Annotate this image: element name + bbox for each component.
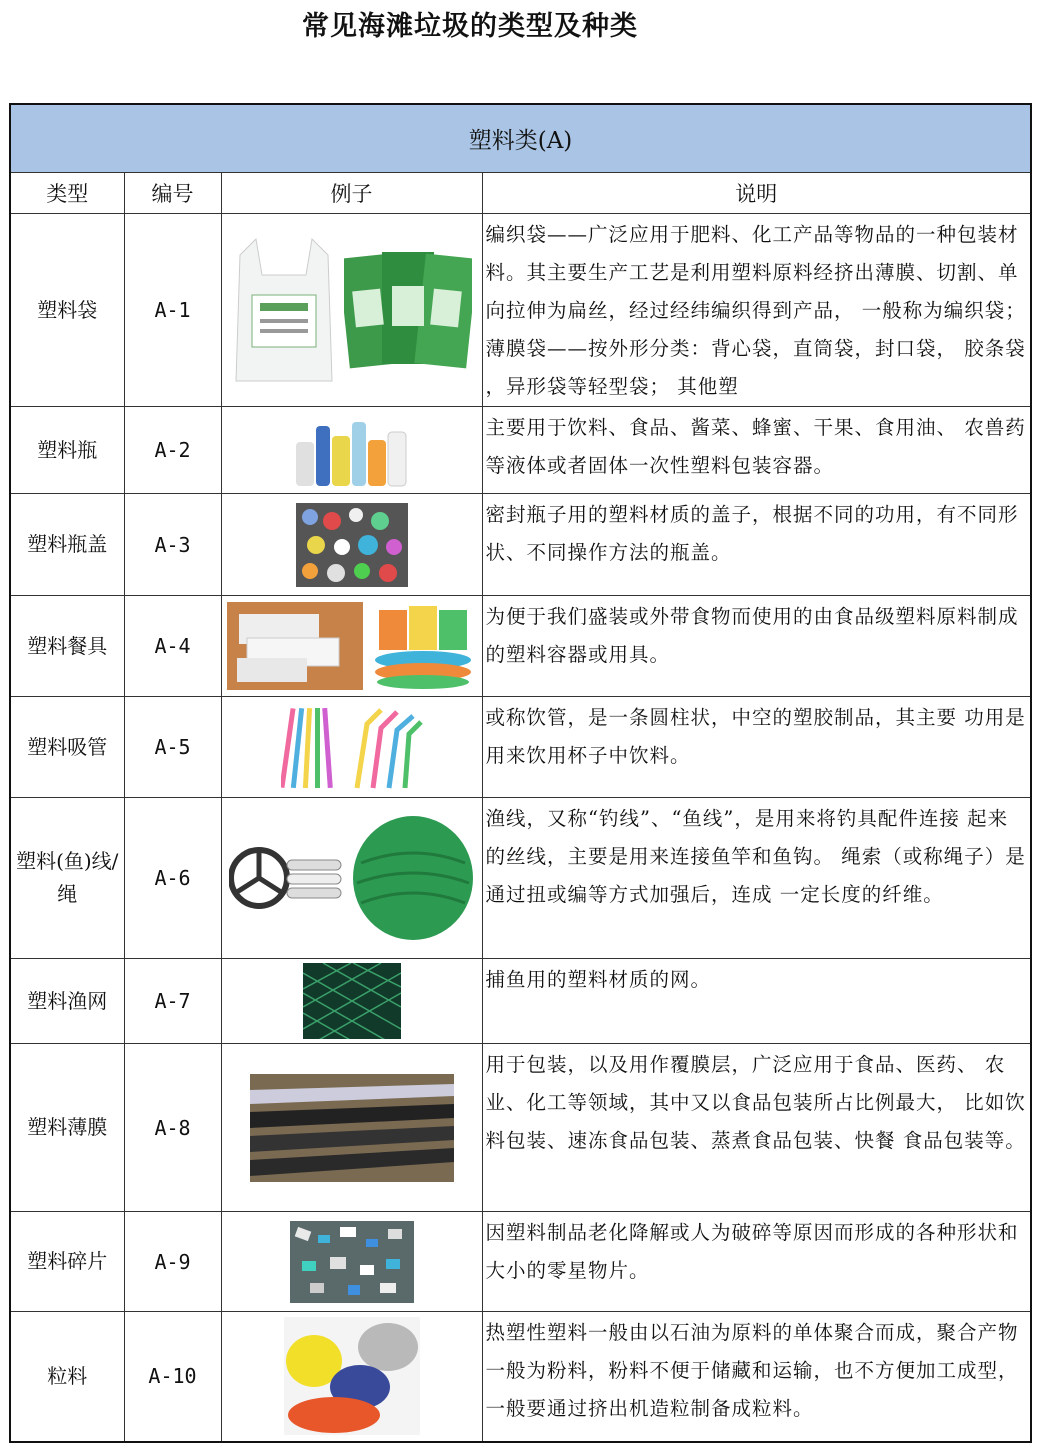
row-image: [221, 214, 482, 407]
section-header: 塑料类(A): [10, 104, 1031, 173]
row-image: [221, 798, 482, 959]
row-image: [221, 697, 482, 798]
row-desc: 捕鱼用的塑料材质的网。: [482, 959, 1031, 1044]
bottle-caps-image: [296, 503, 408, 587]
header-example: 例子: [221, 173, 482, 214]
table-row: [10, 1312, 1031, 1442]
row-type: 塑料碎片: [10, 1212, 124, 1312]
row-desc: 编织袋——广泛应用于肥料、化工产品等物品的一种包装材料。其主要生产工艺是利用塑料原料经挤出薄膜、切割、单向拉伸为扁丝，经过经纬编织得到产品， 一般称为编织袋； 薄膜袋——按外形分类：背心袋，直筒袋，封口袋， 胶条袋 ，异形袋等轻型袋； 其他塑: [482, 214, 1031, 407]
trash-type-table: [9, 103, 1032, 1443]
row-type: 塑料餐具: [10, 596, 124, 697]
table-row: [10, 214, 1031, 407]
row-type: 塑料吸管: [10, 697, 124, 798]
table-row: [10, 494, 1031, 596]
plastic-cups-image: [371, 602, 477, 690]
row-type: 塑料渔网: [10, 959, 124, 1044]
table-row: [10, 1212, 1031, 1312]
row-desc: 或称饮管，是一条圆柱状，中空的塑胶制品，其主要 功用是用来饮用杯子中饮料。: [482, 697, 1031, 798]
row-desc: 因塑料制品老化降解或人为破碎等原因而形成的各种形状和大小的零星物片。: [482, 1212, 1031, 1312]
row-desc: 渔线，又称“钓线”、“鱼线”，是用来将钓具配件连接 起来的丝线，主要是用来连接鱼竿和鱼钩。 绳索（或称绳子）是通过扭或编等方式加强后，连成 一定长度的纤维。: [482, 798, 1031, 959]
row-desc: 密封瓶子用的塑料材质的盖子，根据不同的功用，有不同形状、不同操作方法的瓶盖。: [482, 494, 1031, 596]
header-desc: 说明: [482, 173, 1031, 214]
row-image: [221, 1044, 482, 1212]
row-code: A-10: [124, 1312, 221, 1442]
fishing-line-spools-image: [229, 838, 343, 918]
plastic-bag-image: [232, 235, 336, 385]
header-type: 类型: [10, 173, 124, 214]
row-code: A-4: [124, 596, 221, 697]
row-image: [221, 407, 482, 494]
row-type: 粒料: [10, 1312, 124, 1442]
row-desc: 为便于我们盛装或外带食物而使用的由食品级塑料原料制成的塑料容器或用具。: [482, 596, 1031, 697]
row-type: 塑料薄膜: [10, 1044, 124, 1212]
row-image: [221, 1312, 482, 1442]
row-code: A-6: [124, 798, 221, 959]
plastic-pellets-image: [284, 1317, 420, 1435]
header-code: 编号: [124, 173, 221, 214]
row-image: [221, 596, 482, 697]
row-type: 塑料(鱼)线/绳: [10, 798, 124, 959]
row-type: 塑料瓶盖: [10, 494, 124, 596]
table-row: [10, 407, 1031, 494]
row-type: 塑料瓶: [10, 407, 124, 494]
row-desc: 主要用于饮料、食品、酱菜、蜂蜜、干果、食用油、 农兽药等液体或者固体一次性塑料包装容器。: [482, 407, 1031, 494]
table-row: [10, 798, 1031, 959]
row-desc: 用于包装，以及用作覆膜层，广泛应用于食品、医药、 农业、化工等领域，其中又以食品包装所占比例最大， 比如饮料包装、速冻食品包装、蒸煮食品包装、快餐 食品包装等。: [482, 1044, 1031, 1212]
row-code: A-9: [124, 1212, 221, 1312]
plastic-bottles-image: [292, 412, 412, 488]
row-image: [221, 959, 482, 1044]
bendy-straws-image: [349, 704, 423, 790]
fishing-net-image: [303, 963, 401, 1039]
row-code: A-8: [124, 1044, 221, 1212]
food-boxes-image: [227, 602, 363, 690]
row-code: A-3: [124, 494, 221, 596]
table-row: [10, 697, 1031, 798]
rope-coil-image: [351, 813, 475, 943]
row-desc: 热塑性塑料一般由以石油为原料的单体聚合而成，聚合产物一般为粉料，粉料不便于储藏和运输，也不方便加工成型，一般要通过挤出机造粒制备成粒料。: [482, 1312, 1031, 1442]
row-code: A-7: [124, 959, 221, 1044]
plastic-film-field-image: [250, 1074, 454, 1182]
table-row: [10, 1044, 1031, 1212]
row-image: [221, 494, 482, 596]
row-code: A-2: [124, 407, 221, 494]
row-code: A-5: [124, 697, 221, 798]
plastic-fragments-image: [290, 1221, 414, 1303]
page-title: 常见海滩垃圾的类型及种类: [302, 11, 638, 42]
row-code: A-1: [124, 214, 221, 407]
row-type: 塑料袋: [10, 214, 124, 407]
table-row: [10, 596, 1031, 697]
row-image: [221, 1212, 482, 1312]
table-row: [10, 959, 1031, 1044]
woven-bags-image: [344, 246, 472, 374]
straws-image: [281, 704, 341, 790]
